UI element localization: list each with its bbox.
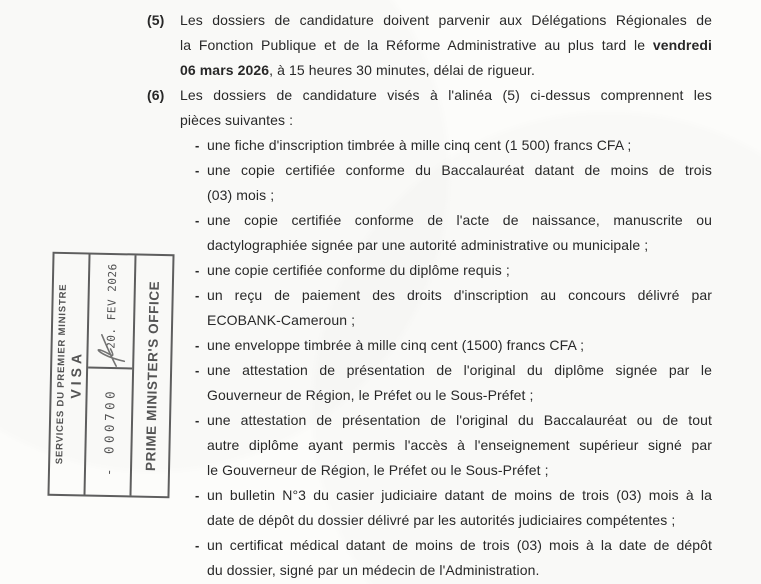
- text-segment: , à 15 heures 30 minutes, délai de rigueur.: [269, 62, 535, 78]
- text-line: [180, 83, 712, 108]
- stamp-office-label: PRIME MINISTER'S OFFICE: [142, 280, 162, 472]
- bullet-text: [207, 483, 712, 533]
- text-line: [207, 233, 712, 258]
- bullet-item: [195, 358, 712, 408]
- bullet-item: [195, 483, 712, 533]
- bullet-dash-icon: -: [195, 488, 200, 503]
- text-line: [180, 58, 712, 83]
- text-segment: le Gouverneur de Région, le Préfet ou le Sous-Préfet ;: [207, 462, 549, 478]
- text-line: [207, 333, 712, 358]
- stamp-date-cell: [88, 255, 134, 368]
- stamp-header: [49, 254, 90, 495]
- text-segment: Gouverneur de Région, le Préfet ou le Sous-Préfet ;: [207, 387, 534, 403]
- text-line: [207, 208, 712, 233]
- text-line: [207, 283, 712, 308]
- bullet-item: [195, 333, 712, 358]
- text-segment: pièces suivantes :: [180, 112, 294, 128]
- item-paragraph: [180, 8, 712, 83]
- text-segment: une copie certifiée conforme du Baccalauréat datant de moins de trois: [207, 162, 712, 178]
- text-line: [180, 33, 712, 58]
- text-segment: une attestation de présentation de l'original du Baccalauréat ou de tout: [207, 412, 712, 428]
- text-segment: une attestation de présentation de l'original du diplôme signée par le: [207, 362, 712, 378]
- item-number: (5): [147, 12, 165, 28]
- bullet-item: [195, 133, 712, 158]
- bullet-text: [207, 358, 712, 408]
- text-line: [207, 258, 712, 283]
- text-line: [207, 133, 712, 158]
- bullet-text: [207, 208, 712, 258]
- text-segment: autre diplôme ayant permis l'accès à l'enseignement supérieur signé par: [207, 437, 712, 453]
- item-number: (6): [147, 87, 165, 103]
- text-line: [207, 183, 712, 208]
- bullet-text: [207, 533, 712, 583]
- bullet-dash-icon: -: [195, 163, 200, 178]
- bullet-text: [207, 258, 712, 283]
- text-segment: Les dossiers de candidature doivent parvenir aux Délégations Régionales de: [180, 12, 712, 28]
- visa-stamp-frame: [47, 252, 174, 499]
- text-segment: (03) mois ;: [207, 187, 275, 203]
- bullet-dash-icon: -: [195, 138, 200, 153]
- bullet-text: [207, 133, 712, 158]
- text-segment: du dossier, signé par un médecin de l'Administration.: [207, 562, 540, 578]
- text-line: [207, 508, 712, 533]
- bullet-item: [195, 208, 712, 258]
- text-segment: ECOBANK-Cameroun ;: [207, 312, 356, 328]
- bullet-text: [207, 158, 712, 208]
- bullet-dash-icon: -: [195, 263, 200, 278]
- bullet-list: [195, 133, 712, 583]
- text-line: [207, 408, 712, 433]
- bold-text-segment: vendredi: [652, 37, 712, 53]
- bullet-item: [195, 258, 712, 283]
- text-line: [180, 8, 712, 33]
- text-segment: une enveloppe timbrée à mille cinq cent (1500) francs CFA ;: [207, 337, 585, 353]
- text-line: [207, 358, 712, 383]
- stamp-middle-row: [85, 255, 136, 496]
- text-line: [207, 433, 712, 458]
- bullet-text: [207, 408, 712, 483]
- bullet-item: [195, 158, 712, 208]
- bullet-text: [207, 283, 712, 333]
- item-paragraph: [180, 83, 712, 133]
- bullet-item: [195, 283, 712, 333]
- text-line: [207, 158, 712, 183]
- bullet-text: [207, 333, 712, 358]
- text-segment: une copie certifiée conforme du diplôme requis ;: [207, 262, 510, 278]
- text-segment: un bulletin N°3 du casier judiciaire datant de moins de trois (03) mois à la: [207, 487, 712, 503]
- stamp-registration-number: - 000700: [85, 367, 132, 496]
- bullet-dash-icon: -: [195, 363, 200, 378]
- bullet-dash-icon: -: [195, 338, 200, 353]
- signature-mark: [90, 333, 133, 370]
- text-line: [207, 533, 712, 558]
- text-line: [207, 483, 712, 508]
- text-segment: une fiche d'inscription timbrée à mille cinq cent (1 500) francs CFA ;: [207, 137, 632, 153]
- text-line: [207, 558, 712, 583]
- text-line: [207, 458, 712, 483]
- text-segment: Les dossiers de candidature visés à l'alinéa (5) ci-dessus comprennent les: [180, 87, 712, 103]
- text-line: [207, 383, 712, 408]
- bullet-dash-icon: -: [195, 213, 200, 228]
- stamp-visa-label: VISA: [67, 349, 85, 399]
- text-segment: un reçu de paiement des droits d'inscription au concours délivré par: [207, 287, 712, 303]
- text-segment: la Fonction Publique et de la Réforme Administrative au plus tard le: [180, 37, 653, 53]
- bullet-item: [195, 533, 712, 583]
- bold-text-segment: 06 mars 2026: [180, 62, 270, 78]
- text-segment: date de dépôt du dossier délivré par les autorités judiciaires compétentes ;: [207, 512, 676, 528]
- text-line: [207, 308, 712, 333]
- text-segment: dactylographiée signée par une autorité administrative ou municipale ;: [207, 237, 649, 253]
- text-line: [180, 108, 712, 133]
- stamp-date-value: 20. FEV 2026: [104, 263, 119, 349]
- text-segment: une copie certifiée conforme de l'acte de naissance, manuscrite ou: [207, 212, 712, 228]
- bullet-dash-icon: -: [195, 288, 200, 303]
- visa-stamp: [47, 252, 174, 499]
- stamp-service-label: SERVICES DU PREMIER MINISTRE: [54, 283, 69, 465]
- bullet-dash-icon: -: [195, 538, 200, 553]
- doc-item: [147, 8, 712, 83]
- text-segment: un certificat médical datant de moins de trois (03) mois à la date de dépôt: [207, 537, 712, 553]
- bullet-dash-icon: -: [195, 413, 200, 428]
- bullet-item: [195, 408, 712, 483]
